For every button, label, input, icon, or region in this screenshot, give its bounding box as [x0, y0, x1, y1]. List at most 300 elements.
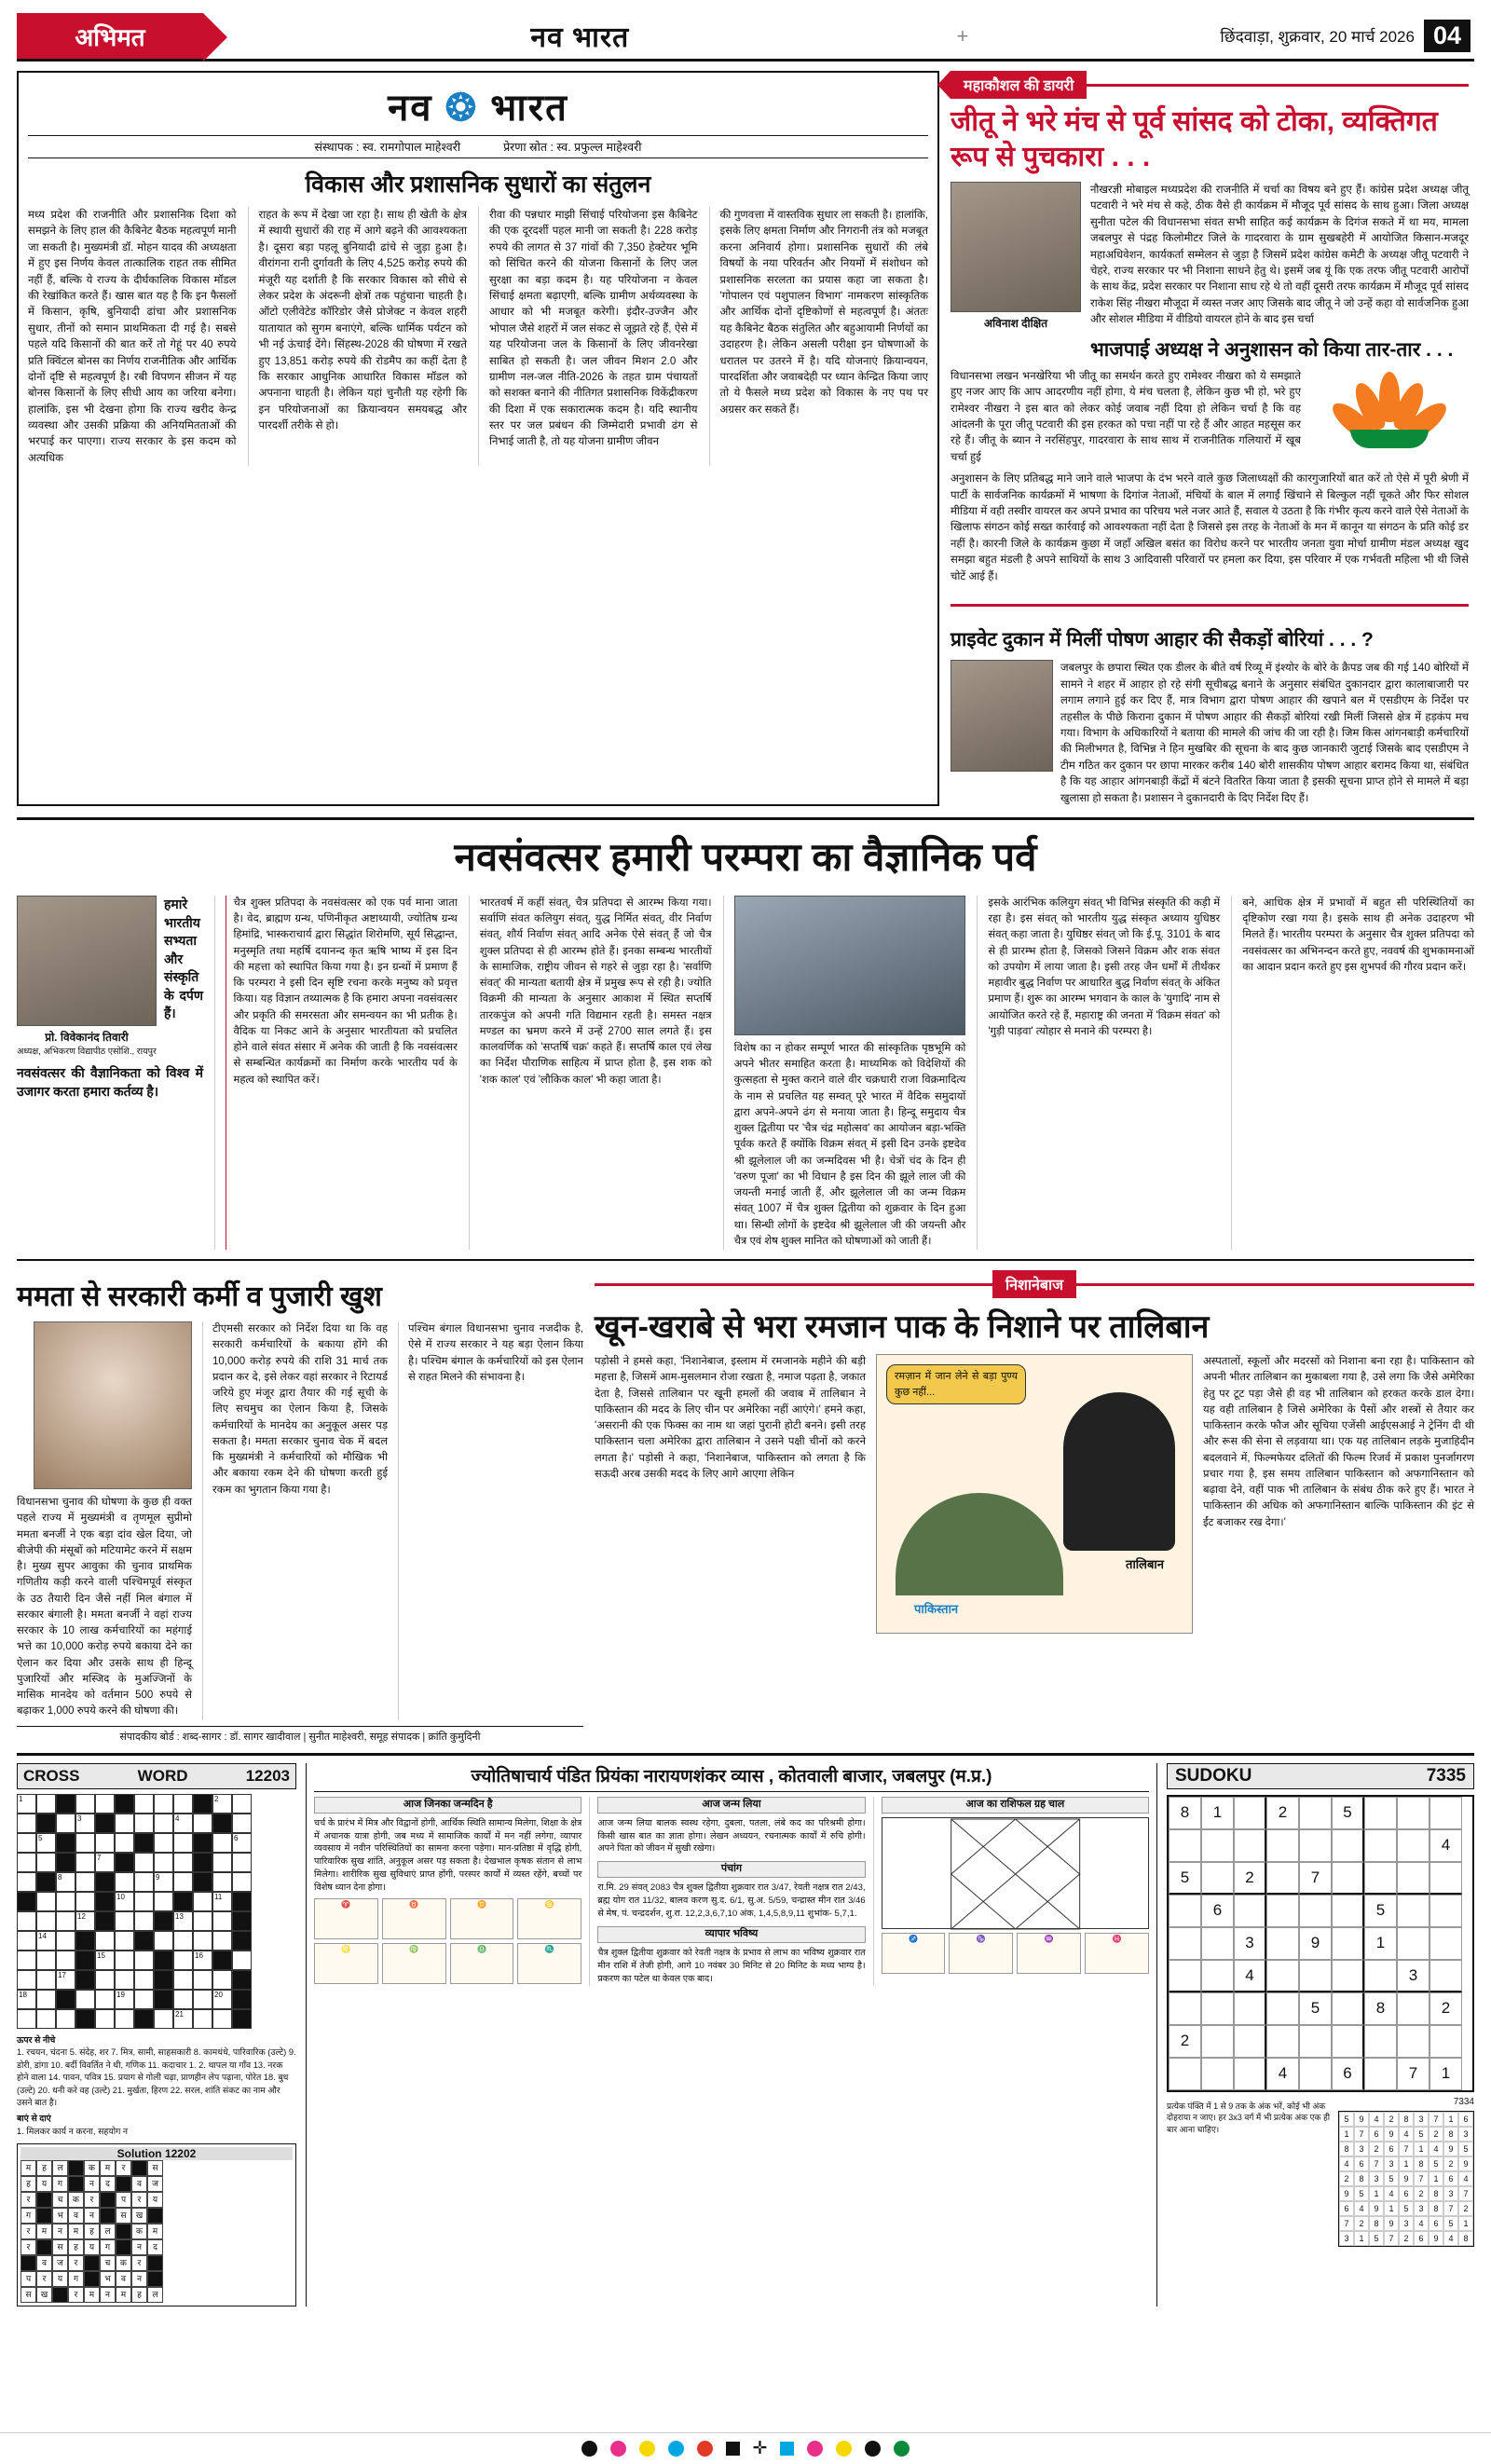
- crossword-cell[interactable]: [154, 1794, 173, 1814]
- crossword-across-label: बाएं से दाएं: [17, 2114, 51, 2124]
- solution-block-cell: [36, 2208, 52, 2224]
- sudoku-empty-cell[interactable]: [1332, 1992, 1364, 2025]
- crossword-cell[interactable]: [134, 1892, 154, 1911]
- crossword-cell[interactable]: [17, 1853, 36, 1872]
- editorial-col-1: मध्य प्रदेश की राजनीति और प्रशासनिक दिशा को समझने के लिए हाल की कैबिनेट बैठक महत्वपूर्ण मानी जा सकती है। मुख्यमंत्री डॉ. मोहन यादव की अध्यक्षता में हुए इस निर्णय केवल तात्कालिक राहत तक सीमित नहीं हैं, बल्कि ये राज्य के दीर्घकालिक विकास मॉडल की रेखांकित करते हैं। खास बात यह है कि इन फैसलों में किसान, कृषि, बुनियादी ढांचा और प्रशासनिक सुधार, तीनों को समान प्राथमिकता दी गई है। सबसे पहले यदि किसानों की बात करें तो गेहूं पर 40 रुपये प्रति क्विंटल बोनस का निर्णय राजनीतिक और आर्थिक दोनों दृष्टि से महत्वपूर्ण है। रबी विपणन सीजन में यह बोनस किसानों के लिए सीधी आय का जरिया बनेगा। हालांकि, इस भी देखना होगा कि राज्य खरीद केन्द्र व्यवस्था और उसकी प्रक्रिया की अनियमितताओं की भरपाई कर पाएगा। राज्य सरकार के इस कदम को अत्यधिक: [28, 209, 237, 464]
- crossword-cell[interactable]: 14: [36, 1931, 56, 1951]
- crossword-cell[interactable]: 12: [75, 1911, 95, 1931]
- crossword-cell[interactable]: [212, 1911, 232, 1931]
- crossword-block-cell: [232, 1892, 252, 1911]
- crossword-cell[interactable]: [193, 1814, 212, 1833]
- masthead-right: [957, 13, 1474, 59]
- sudoku-solution-cell: 6: [1354, 2156, 1369, 2171]
- sudoku-empty-cell[interactable]: [1299, 1895, 1332, 1927]
- sudoku-given-cell[interactable]: 1: [1201, 1797, 1234, 1829]
- crossword-cell[interactable]: [75, 1892, 95, 1911]
- sudoku-empty-cell[interactable]: [1397, 2025, 1429, 2058]
- sudoku-empty-cell[interactable]: [1364, 2025, 1397, 2058]
- sudoku-solution-cell: 5: [1384, 2171, 1399, 2186]
- crossword-cell[interactable]: [154, 1853, 173, 1872]
- crossword-block-cell: [95, 1872, 115, 1892]
- sudoku-empty-cell[interactable]: [1397, 1927, 1429, 1960]
- crossword-block-cell: [134, 1931, 154, 1951]
- solution-cell: द: [147, 2239, 163, 2255]
- solution-cell: स: [116, 2208, 131, 2224]
- crossword-cell[interactable]: 21: [173, 2009, 193, 2029]
- sudoku-solution-cell: 8: [1339, 2142, 1354, 2156]
- sudoku-solution-cell: 2: [1458, 2201, 1473, 2216]
- sudoku-given-cell[interactable]: 1: [1364, 1927, 1397, 1960]
- sudoku-given-cell[interactable]: 7: [1299, 1862, 1332, 1895]
- crossword-cell[interactable]: [115, 1814, 134, 1833]
- sudoku-empty-cell[interactable]: [1364, 1797, 1397, 1829]
- crossword-block-cell: [75, 2009, 95, 2029]
- zodiac-taurus-icon: ♉: [382, 1898, 446, 1939]
- nishanebaaz-tag-strip: [595, 1270, 1474, 1298]
- sudoku-given-cell[interactable]: 5: [1332, 1797, 1364, 1829]
- sudoku-solution-cell: 9: [1384, 2216, 1399, 2231]
- sudoku-empty-cell[interactable]: [1429, 1960, 1462, 1992]
- zodiac-pisces-icon: ♓: [1085, 1933, 1149, 1974]
- crossword-cell[interactable]: [36, 1990, 56, 2009]
- crossword-cell[interactable]: [17, 1911, 36, 1931]
- registration-plus-icon: +: [956, 23, 969, 48]
- sudoku-given-cell[interactable]: 5: [1364, 1895, 1397, 1927]
- mamta-columns: [17, 1321, 583, 1720]
- crossword-cell[interactable]: [232, 1872, 252, 1892]
- sudoku-given-cell[interactable]: 7: [1397, 2058, 1429, 2090]
- feature-col-c: इसके आरंभिक कलियुग संवत् भी विभिन्न संस्कृति की कड़ी में रहा है। इस संवत् को भारतीय युद्ध संस्कृत अध्याय युधिष्ठर संवत् कहा जाता है। युधिष्ठर संवत् जो कि ई.पू. 3101 के बाद से ही प्रारम्भ होता है, जिसको जिसने विक्रम और शक संवत को उपयोग में लाया जाता है। इसी तरह जैन धर्मों में तीर्थंकर महावीर बुद्ध निर्वाण पर आधारित बुद्ध निर्वाण संवत् के अंकित प्रमाण हैं। शुरू का आरम्भ भगवान के काल के 'युगादि' नाम से आयोजित करते रहे हैं, महाराष्ट्र की जनता में 'विक्रम संवत' को 'गुड़ी पाड़वा' त्योहार से मनाने की परम्परा है।: [977, 896, 1220, 1250]
- crossword-cell[interactable]: [173, 1872, 193, 1892]
- crossword-cell[interactable]: [95, 1990, 115, 2009]
- sudoku-solution-cell: 4: [1414, 2216, 1429, 2231]
- solution-cell: स: [147, 2160, 163, 2176]
- crossword-cell[interactable]: 6: [232, 1833, 252, 1853]
- crossword-cell[interactable]: [56, 1911, 75, 1931]
- sudoku-empty-cell[interactable]: [1234, 1797, 1266, 1829]
- crossword-cell[interactable]: 15: [95, 1951, 115, 1970]
- sudoku-given-cell[interactable]: 3: [1397, 1960, 1429, 1992]
- crossword-cell[interactable]: [173, 1990, 193, 2009]
- color-square-cyan: [780, 2442, 794, 2456]
- sudoku-empty-cell[interactable]: [1332, 2025, 1364, 2058]
- crossword-cell[interactable]: [232, 1794, 252, 1814]
- sudoku-empty-cell[interactable]: [1364, 1960, 1397, 1992]
- crossword-cell[interactable]: [36, 1853, 56, 1872]
- sudoku-solution-block: [1338, 2097, 1474, 2247]
- crossword-cell[interactable]: [154, 2009, 173, 2029]
- crossword-cell[interactable]: [36, 1970, 56, 1990]
- crossword-cell[interactable]: [134, 1853, 154, 1872]
- crossword-cell[interactable]: [75, 1833, 95, 1853]
- crossword-cell[interactable]: [95, 2009, 115, 2029]
- crossword-block-cell: [154, 1911, 173, 1931]
- sudoku-given-cell[interactable]: 4: [1234, 1960, 1266, 1992]
- crossword-cell[interactable]: [212, 1931, 232, 1951]
- crossword-cell[interactable]: [115, 2009, 134, 2029]
- crossword-block-cell: [56, 1990, 75, 2009]
- zodiac-aries-icon: ♈: [314, 1898, 378, 1939]
- sudoku-solution-cell: 1: [1429, 2171, 1443, 2186]
- crossword-cell[interactable]: [75, 1853, 95, 1872]
- astro-col-born: [589, 1797, 865, 1986]
- sudoku-given-cell[interactable]: 1: [1429, 2058, 1462, 2090]
- crossword-title-mid: WORD: [137, 1766, 188, 1785]
- sudoku-empty-cell[interactable]: [1201, 1829, 1234, 1862]
- sudoku-given-cell[interactable]: 5: [1299, 1992, 1332, 2025]
- zodiac-libra-icon: ♎: [450, 1943, 514, 1984]
- sudoku-empty-cell[interactable]: [1429, 1927, 1462, 1960]
- solution-cell: प: [116, 2192, 131, 2208]
- sudoku-empty-cell[interactable]: [1299, 2058, 1332, 2090]
- crossword-cell[interactable]: [56, 1931, 75, 1951]
- sudoku-empty-cell[interactable]: [1266, 1927, 1299, 1960]
- sudoku-grid[interactable]: [1167, 1795, 1474, 2092]
- crossword-cell[interactable]: [173, 1951, 193, 1970]
- crossword-cell[interactable]: 18: [17, 1990, 36, 2009]
- crossword-solution-title: Solution 12202: [21, 2147, 293, 2160]
- solution-cell: य: [52, 2271, 68, 2287]
- color-dot-cyan: [668, 2441, 684, 2457]
- crossword-block-cell: [173, 1892, 193, 1911]
- editorial-col-4: की गुणवत्ता में वास्तविक सुधार ला सकती है। हालांकि, इसके लिए क्षमता निर्माण और निगरानी तंत्र को मजबूत करना अनिवार्य होगा। प्रशासनिक सुधारों की लंबे विषयों के नया परिवर्तन और नियमों में संशोधन को प्रशासनिक सरलता का प्रयास कहा जा सकता है। 'गोपालन एवं पशुपालन विभाग' नामकरण सांस्कृतिक और आर्थिक दोनों दृष्टिकोणों से महत्वपूर्ण है। अंततः यह कैबिनेट बैठक संतुलित और बहुआयामी निर्णयों का उदाहरण है। लेकिन असली परीक्षा इन घोषणाओं के धरातल पर उतरने में है। यदि योजनाएं क्रियान्वयन, पारदर्शिता और जवाबदेही पर ध्यान केन्द्रित किया जाए तो ये फैसले मध्य प्रदेश को विकास के नए पथ पर अग्रसर कर सकते हैं।: [709, 207, 929, 466]
- sudoku-solution-cell: 6: [1384, 2142, 1399, 2156]
- sudoku-empty-cell[interactable]: [1234, 2025, 1266, 2058]
- crossword-cell[interactable]: [115, 1833, 134, 1853]
- sudoku-empty-cell[interactable]: [1364, 2058, 1397, 2090]
- sudoku-empty-cell[interactable]: [1397, 1797, 1429, 1829]
- crossword-cell[interactable]: [36, 2009, 56, 2029]
- crossword-cell[interactable]: [17, 1833, 36, 1853]
- feature-article: [17, 817, 1474, 1261]
- crossword-cell[interactable]: [154, 1814, 173, 1833]
- zodiac-cancer-icon: ♋: [517, 1898, 581, 1939]
- crossword-cell[interactable]: [56, 1814, 75, 1833]
- shop-body: जबलपुर के छपारा स्थित एक डीलर के बीते वर्ष रिव्यू में इंश्योर के बोरे के क्रैपड जब की गई 140 बोरियों में सामने ने शहर में आहार हो रहे संगी सूचीबद्ध बनाने के अनुसार संबंधित दुकानदार द्वारा कालाबाजारी पर लगाम लगाने हुई कर दिए हैं, मात्र विभाग द्वारा पोषण आहार की खपाने बल में एसडीएम के निर्देश पर तहसील के पीछे किराना दुकान में पोषण आहार की सैकड़ों बोरियां रखी मिलीं जिससे क्षेत्र में हड़कंप मच गया। विभाग के अधिकारियों ने बताया की मामले की जांच की जा रही है। जिम किस आंगनबाड़ी कर्मचारियों की मिलीभगत है, विभिन्न ने हिन मुखबिर की सूचना के बाद कुछ जानकारी जुटाई जिसके बाद एसडीएम ने टीम गठित कर दुकान पर छापा मारकर करीब 140 बोरी शासकीय पोषण आहार बरामद किया था, संबंधित है कि यह आहार आंगनबाड़ी केंद्रों में बंटने वितरित किया जाता है इसकी सूचना प्राप्त होने से मामले में बड़ा खुलासा हो सकता है। प्रशासन ने दुकानदारी के दिए निर्देश दिए हैं।: [1060, 662, 1469, 804]
- sudoku-empty-cell[interactable]: [1201, 1927, 1234, 1960]
- crossword-cell[interactable]: [115, 1951, 134, 1970]
- crossword-cell[interactable]: 3: [75, 1814, 95, 1833]
- crossword-cell[interactable]: [36, 1951, 56, 1970]
- sudoku-empty-cell[interactable]: [1169, 1829, 1201, 1862]
- feature-col-b-text: विशेष का न होकर सम्पूर्ण भारत की सांस्कृतिक पृष्ठभूमि को अपने भीतर समाहित करता है। माध्यमिक को विदेशियों की कुत्सहता से मुक्त कराने वाले वीर चक्रधारी राजा विक्रमादित्य के नाम से प्रचलित यह सम्वत् पूरे भारत में वैदिक समुदायों द्वारा अपने-अपने ढंग से मनाया जाता है। हिन्दू समुदाय चैत्र शुक्ल द्वितीया पर 'चैत्र चंद्र महोत्सव' का आयोजन बड़ा-भक्ति पूर्वक करते हैं क्योंकि विक्रम संवत् में इसी दिन उनके इष्टदेव श्री झूलेलाल जी का जन्मदिवस भी है। चेत्रों चंद के दिन ही 'वरुण पूजा' का भी विधान है इस दिन की झूले लाल जी की जयन्ती मनाई जाती हैं, और झूलेलाल जी का जन्म विक्रम संवत् 1007 में चैत्र शुक्ल द्वितीया को शुक्रवार के दिन हुआ था। सिन्धी लोगों के इष्टदेव श्री झूलेलाल जी की जयन्ती और चैत्र एवं शेष शुक्ल मानित को घोषणाओं को जाती हैं।: [733, 1042, 966, 1247]
- solution-cell: न: [131, 2239, 147, 2255]
- crossword-cell[interactable]: 19: [115, 1990, 134, 2009]
- crossword-cell[interactable]: [173, 1853, 193, 1872]
- crossword-grid[interactable]: [17, 1794, 296, 2029]
- crossword-cell[interactable]: 8: [56, 1872, 75, 1892]
- crossword-cell[interactable]: [154, 1931, 173, 1951]
- crossword-cell[interactable]: [17, 2009, 36, 2029]
- sudoku-block: [1167, 1763, 1474, 2307]
- sudoku-given-cell[interactable]: 2: [1234, 1862, 1266, 1895]
- crossword-block-cell: [56, 1853, 75, 1872]
- sudoku-empty-cell[interactable]: [1234, 1829, 1266, 1862]
- solution-cell: र: [68, 2287, 84, 2303]
- crossword-cell[interactable]: [193, 2009, 212, 2029]
- sudoku-solution-cell: 6: [1429, 2216, 1443, 2231]
- logo-right-text: भारत: [490, 88, 568, 129]
- mamta-col-1-text: विधानसभा चुनाव की घोषणा के कुछ ही वक्त पहले राज्य में मुख्यमंत्री व तृणमूल सुप्रीमो ममता बनर्जी ने एक बड़ा दांव खेल दिया, जो बीजेपी की मंसूबों को मटियामेट करने में सक्षम है। मुख्य सुपर आवुका की चुनाव प्राथमिक गणितीय कड़ी करने वाली पश्चिमपूर्व संस्कृत के उठ तैयारी दिन जैसे नहीं मिल बंगाल में सरकार बंगाली है। ममता बनर्जी ने वहां राज्य सरकार के 10 लाख कर्मचारियों का महंगाई भत्ते का 10,000 करोड़ रुपये बकाया देने का ऐलान कर दिया और उसके साथ ही हिन्दू पुजारियों और मस्जिद के मुअज्जिनों के मासिक मानदेय को वर्तमान 500 रुपये से बढ़ाकर 1,000 रुपये करने की घोषणा की।: [17, 1497, 192, 1718]
- crossword-cell[interactable]: 1: [17, 1794, 36, 1814]
- sudoku-solution-cell: 4: [1443, 2231, 1458, 2246]
- crossword-cell[interactable]: [134, 1872, 154, 1892]
- crossword-cell[interactable]: [17, 1931, 36, 1951]
- crossword-block-cell: [154, 1990, 173, 2009]
- crossword-cell[interactable]: 13: [173, 1911, 193, 1931]
- sudoku-empty-cell[interactable]: [1169, 2058, 1201, 2090]
- crossword-cell[interactable]: [75, 1990, 95, 2009]
- crossword-cell[interactable]: [134, 1911, 154, 1931]
- sudoku-empty-cell[interactable]: [1266, 1992, 1299, 2025]
- sudoku-empty-cell[interactable]: [1332, 1927, 1364, 1960]
- crossword-cell[interactable]: 5: [36, 1833, 56, 1853]
- crossword-cell[interactable]: [212, 1872, 232, 1892]
- solution-cell: न: [84, 2208, 100, 2224]
- crossword-cell[interactable]: [154, 1833, 173, 1853]
- crossword-cell[interactable]: 7: [95, 1853, 115, 1872]
- sudoku-solution-cell: 8: [1458, 2231, 1473, 2246]
- sudoku-empty-cell[interactable]: [1397, 1992, 1429, 2025]
- sudoku-given-cell[interactable]: 8: [1364, 1992, 1397, 2025]
- crossword-cell[interactable]: [115, 1911, 134, 1931]
- crossword-cell[interactable]: [173, 1794, 193, 1814]
- sudoku-empty-cell[interactable]: [1397, 1895, 1429, 1927]
- sudoku-solution-cell: 4: [1354, 2201, 1369, 2216]
- color-dot-yellow: [639, 2441, 655, 2457]
- crossword-cell[interactable]: [173, 1931, 193, 1951]
- crossword-cell[interactable]: [212, 2009, 232, 2029]
- sudoku-given-cell[interactable]: 9: [1299, 1927, 1332, 1960]
- crossword-block-cell: [56, 1833, 75, 1853]
- crossword-cell[interactable]: [134, 1970, 154, 1990]
- sudoku-empty-cell[interactable]: [1332, 1895, 1364, 1927]
- sudoku-given-cell[interactable]: 2: [1429, 1992, 1462, 2025]
- kundali-chart: [882, 1817, 1149, 1929]
- sudoku-instructions: प्रत्येक पंक्ति में 1 से 9 तक के अंक भरें, कोई भी अंक दोहराया न जाए। हर 3x3 वर्ग में भी प्रत्येक अंक एक ही बार आना चाहिए।: [1167, 2101, 1331, 2134]
- solution-block-cell: [131, 2160, 147, 2176]
- crossword-cell[interactable]: [17, 1814, 36, 1833]
- sudoku-empty-cell[interactable]: [1234, 1992, 1266, 2025]
- crossword-cell[interactable]: [56, 1892, 75, 1911]
- solution-cell: र: [68, 2255, 84, 2271]
- crossword-block-cell: [75, 1970, 95, 1990]
- crossword-cell[interactable]: [173, 1970, 193, 1990]
- crossword-cell[interactable]: [193, 1911, 212, 1931]
- sudoku-empty-cell[interactable]: [1266, 2025, 1299, 2058]
- sudoku-empty-cell[interactable]: [1201, 1862, 1234, 1895]
- crossword-cell[interactable]: [115, 1970, 134, 1990]
- crossword-cell[interactable]: 4: [173, 1814, 193, 1833]
- crossword-cell[interactable]: [134, 1951, 154, 1970]
- sudoku-empty-cell[interactable]: [1266, 1829, 1299, 1862]
- crossword-cell[interactable]: [75, 1872, 95, 1892]
- solution-cell: ख: [131, 2208, 147, 2224]
- sudoku-given-cell[interactable]: 5: [1169, 1862, 1201, 1895]
- sudoku-given-cell[interactable]: 2: [1169, 2025, 1201, 2058]
- sudoku-empty-cell[interactable]: [1234, 1895, 1266, 1927]
- crossword-cell[interactable]: [36, 1794, 56, 1814]
- diary-author: [951, 182, 1081, 332]
- crossword-cell[interactable]: [193, 1970, 212, 1990]
- crossword-cell[interactable]: 20: [212, 1990, 232, 2009]
- sudoku-empty-cell[interactable]: [1201, 2058, 1234, 2090]
- sudoku-solution-cell: 8: [1429, 2201, 1443, 2216]
- sudoku-solution-cell: 9: [1399, 2171, 1414, 2186]
- sudoku-empty-cell[interactable]: [1429, 1895, 1462, 1927]
- mamta-col-2: टीएमसी सरकार को निर्देश दिया था कि वह सरकारी कर्मचारियों के बकाया होंगे की 10,000 करोड़ रुपये की राशि 31 मार्च तक प्रदान कर दे, इसे लेकर वहां सरकार ने रिटायर्ड जरिये हुए मंजूर द्वारा तैयार की गई सूची के लिए सचमुच का ऐलान किया है, जिसके कर्मचारियों के मानदेय का अनुकूल असर पड़ सकता है। ममता सरकार चुनाव चेक में बदल कि मुख्यमंत्री ने कर्मचारियों को मौखिक भी और बकाया रकम देने की घोषणा करती हुई रकम का भुगतान किया गया है।: [202, 1321, 388, 1720]
- sudoku-empty-cell[interactable]: [1299, 1797, 1332, 1829]
- solution-block-cell: [100, 2208, 116, 2224]
- crossword-cell[interactable]: 2: [212, 1794, 232, 1814]
- sudoku-given-cell[interactable]: 4: [1266, 2058, 1299, 2090]
- sudoku-given-cell[interactable]: 3: [1234, 1927, 1266, 1960]
- sudoku-empty-cell[interactable]: [1299, 1829, 1332, 1862]
- sudoku-solution-cell: 9: [1354, 2112, 1369, 2127]
- crossword-down-label: ऊपर से नीचे: [17, 2034, 56, 2045]
- sudoku-empty-cell[interactable]: [1169, 1895, 1201, 1927]
- crossword-cell[interactable]: 10: [115, 1892, 134, 1911]
- feature-lead: चैत्र शुक्ल प्रतिपदा के नवसंवत्सर को एक पर्व माना जाता है। वेद, ब्राह्मण ग्रन्थ, पणिनीकृत अष्टाध्यायी, ज्योतिष ग्रन्थ हिमांद्रि, भास्कराचार्य द्वारा सिद्धांत शिरोमणि, सूर्य सिद्धान्त, मनुस्मृति तथा महर्षि दयानन्द कृत ऋषि भाष्य में इस दिन की महत्ता को स्थापित किया गया है। इन ग्रन्थों में प्रमाण हैं कि परम्परा ने इसी दिन सृष्टि रचना करके मनुष्य को प्रवृत्त किया। यह विज्ञान तथ्यात्मक है कि हमारा अपना नवसंवत्सर और प्रकृति की समरसता और समन्वयन का भी प्रतीक है। वैदिक या निकट आने के अनुसार भारतीयता को प्रचलित होने वाले संवत संसार में अनेक की जाती है कि नवसंवत्सर से सम्बन्धित कार्यक्रमों का निर्माण करके भारतीय पर्व के महत्व को स्थापित करें।: [233, 897, 458, 1086]
- crossword-cell[interactable]: [232, 1853, 252, 1872]
- sudoku-empty-cell[interactable]: [1201, 1992, 1234, 2025]
- sudoku-empty-cell[interactable]: [1332, 1960, 1364, 1992]
- crossword-clues: [17, 2034, 296, 2139]
- sudoku-empty-cell[interactable]: [1299, 1960, 1332, 1992]
- sudoku-empty-cell[interactable]: [1429, 1862, 1462, 1895]
- zodiac-sagittarius-icon: ♐: [882, 1933, 946, 1974]
- sudoku-solution-cell: 5: [1369, 2231, 1384, 2246]
- sudoku-empty-cell[interactable]: [1332, 1862, 1364, 1895]
- sudoku-empty-cell[interactable]: [1266, 1960, 1299, 1992]
- sudoku-empty-cell[interactable]: [1299, 2025, 1332, 2058]
- crossword-cell[interactable]: 16: [193, 1951, 212, 1970]
- crossword-cell[interactable]: 11: [212, 1892, 232, 1911]
- sudoku-given-cell[interactable]: 6: [1332, 2058, 1364, 2090]
- crossword-cell[interactable]: [154, 1892, 173, 1911]
- crossword-cell[interactable]: [95, 1794, 115, 1814]
- sudoku-empty-cell[interactable]: [1234, 2058, 1266, 2090]
- sudoku-empty-cell[interactable]: [1397, 1862, 1429, 1895]
- crossword-cell[interactable]: [232, 1951, 252, 1970]
- crossword-block-cell: [232, 1931, 252, 1951]
- solution-cell: भ: [52, 2208, 68, 2224]
- solution-cell: म: [116, 2287, 131, 2303]
- solution-block-cell: [116, 2239, 131, 2255]
- sudoku-empty-cell[interactable]: [1397, 1829, 1429, 1862]
- crossword-cell[interactable]: [193, 1892, 212, 1911]
- color-dot-red: [697, 2441, 713, 2457]
- sudoku-solution-cell: 5: [1339, 2112, 1354, 2127]
- diary-tag-strip: [951, 71, 1469, 99]
- solution-cell: म: [36, 2224, 52, 2239]
- solution-cell: ह: [36, 2160, 52, 2176]
- sudoku-solution-cell: 5: [1443, 2216, 1458, 2231]
- sudoku-given-cell[interactable]: 8: [1169, 1797, 1201, 1829]
- zodiac-virgo-icon: ♍: [382, 1943, 446, 1984]
- sudoku-solution-cell: 7: [1399, 2142, 1414, 2156]
- crossword-cell[interactable]: [134, 1814, 154, 1833]
- crossword-cell[interactable]: [193, 1931, 212, 1951]
- sudoku-empty-cell[interactable]: [1429, 1797, 1462, 1829]
- crossword-cell[interactable]: [17, 1970, 36, 1990]
- crossword-cell[interactable]: [115, 1931, 134, 1951]
- crossword-cell[interactable]: [95, 1931, 115, 1951]
- sudoku-empty-cell[interactable]: [1201, 1960, 1234, 1992]
- crossword-cell[interactable]: [95, 1970, 115, 1990]
- sudoku-empty-cell[interactable]: [1266, 1862, 1299, 1895]
- feature-body: [17, 890, 1474, 1259]
- solution-cell: स: [21, 2287, 36, 2303]
- mamta-headline: ममता से सरकारी कर्मी व पुजारी खुश: [17, 1281, 382, 1313]
- crossword-cell[interactable]: [36, 1892, 56, 1911]
- crossword-cell[interactable]: [36, 1911, 56, 1931]
- crossword-cell[interactable]: [134, 1794, 154, 1814]
- upper-section: [17, 71, 1474, 806]
- tag-rule: [1087, 84, 1469, 87]
- crossword-cell[interactable]: [212, 1853, 232, 1872]
- sudoku-empty-cell[interactable]: [1364, 1862, 1397, 1895]
- sudoku-solution-cell: 4: [1339, 2156, 1354, 2171]
- sudoku-solution-cell: 5: [1399, 2201, 1414, 2216]
- sudoku-empty-cell[interactable]: [1429, 2025, 1462, 2058]
- sudoku-solution-cell: 2: [1339, 2171, 1354, 2186]
- sudoku-given-cell[interactable]: 2: [1266, 1797, 1299, 1829]
- solution-cell: ख: [36, 2287, 52, 2303]
- solution-block-cell: [84, 2255, 100, 2271]
- logo-left-text: नव: [388, 88, 433, 129]
- crossword-cell[interactable]: [212, 1970, 232, 1990]
- sudoku-solution-cell: 7: [1354, 2127, 1369, 2142]
- crossword-cell[interactable]: [134, 1990, 154, 2009]
- sudoku-given-cell[interactable]: 4: [1429, 1829, 1462, 1862]
- sudoku-solution-cell: 3: [1354, 2142, 1369, 2156]
- solution-cell: ज: [147, 2176, 163, 2192]
- crossword-cell[interactable]: [17, 1951, 36, 1970]
- sudoku-empty-cell[interactable]: [1332, 1829, 1364, 1862]
- sudoku-empty-cell[interactable]: [1266, 1895, 1299, 1927]
- feature-author-col: [17, 896, 203, 1250]
- sudoku-empty-cell[interactable]: [1169, 1960, 1201, 1992]
- crossword-solution-box: [17, 2143, 296, 2307]
- crossword-cell[interactable]: [17, 1872, 36, 1892]
- crossword-cell[interactable]: [193, 1990, 212, 2009]
- sudoku-given-cell[interactable]: 6: [1201, 1895, 1234, 1927]
- crossword-cell[interactable]: [56, 2009, 75, 2029]
- crossword-cell[interactable]: 9: [154, 1872, 173, 1892]
- crossword-cell[interactable]: [173, 1833, 193, 1853]
- sudoku-solution-cell: 2: [1369, 2142, 1384, 2156]
- sudoku-empty-cell[interactable]: [1364, 1829, 1397, 1862]
- crossword-cell[interactable]: [75, 1794, 95, 1814]
- crossword-cell[interactable]: [56, 1951, 75, 1970]
- sudoku-empty-cell[interactable]: [1201, 2025, 1234, 2058]
- sudoku-empty-cell[interactable]: [1169, 1927, 1201, 1960]
- crossword-cell[interactable]: [232, 1814, 252, 1833]
- sudoku-empty-cell[interactable]: [1169, 1992, 1201, 2025]
- crossword-cell[interactable]: [212, 1833, 232, 1853]
- crossword-cell[interactable]: 17: [56, 1970, 75, 1990]
- crossword-cell[interactable]: [115, 1872, 134, 1892]
- solution-cell: ल: [100, 2224, 116, 2239]
- cartoon-figure-pakistan: [896, 1493, 1063, 1595]
- sudoku-solution-cell: 1: [1354, 2231, 1369, 2246]
- masthead-bar: [17, 13, 1474, 62]
- shop-body-row: [951, 660, 1469, 806]
- solution-cell: र: [21, 2192, 36, 2208]
- crossword-cell[interactable]: [95, 1833, 115, 1853]
- nishanebaaz-col-2: अस्पतालों, स्कूलों और मदरसों को निशाना बना रहा है। पाकिस्तान को अपनी भीतर तालिबान का मुकाबला गया है, उसे लगा कि जैसे अमेरिका हेतु पर टूट पड़ा जैसे ही वह भी तालिबान को हरकत करके डाल देगा। यह वही तालिबान है जिसे अमेरिका के पैसों और शस्त्रों से तैयार कर पाकिस्तान करके फौज और सूचिया एजेंसी आईएसआई ने ट्रेनिंग दी थी और रूस की सेना से लड़वाया था। एक यह तालिबान लड़के मुजाहिदीन बदलवाने में, फिल्मफेयर दलितों की फिल्म रिजर्व में प्रकाश पुनर्जागरण प्रचार गया है, इस समय तालिबान पाकिस्तान को अफगानिस्तान को बढ़ावा देने, वहीं पाक भी तालिबान के संबंध ठीक करे हुए हैं। भारत ने पाकिस्तान की अधिक को अफगानिस्तान बाल्कि पाकिस्तान की इंट से ईंट बजाकर रख देगा।': [1203, 1356, 1474, 1528]
